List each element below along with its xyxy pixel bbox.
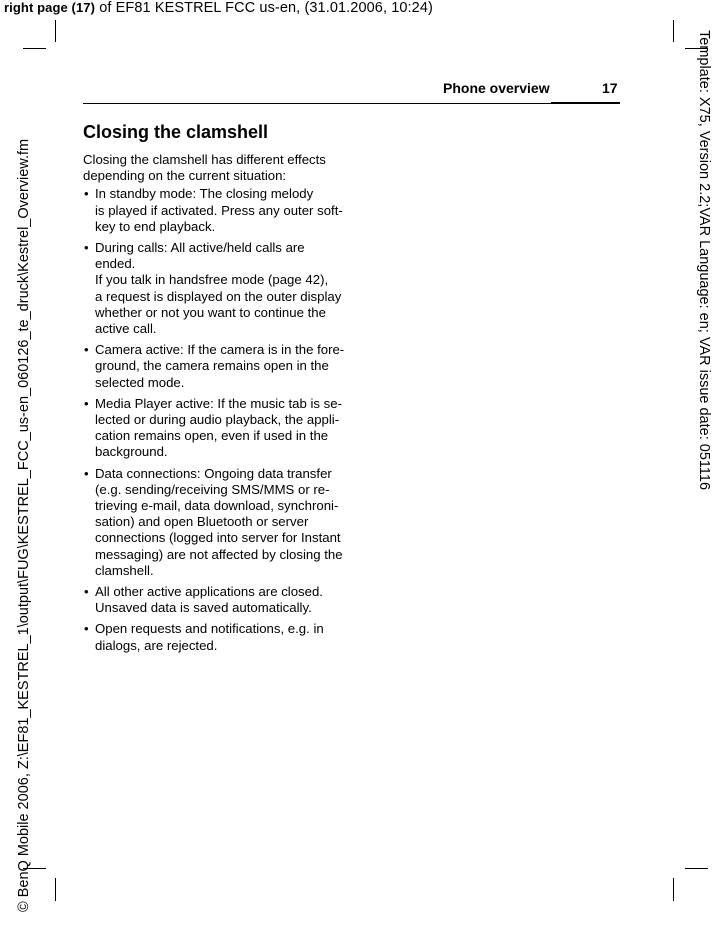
crop-mark-top-right-v	[673, 20, 674, 42]
list-item-line: messaging) are not affected by closing the	[95, 546, 343, 562]
list-item-line: sation) and open Bluetooth or server	[95, 514, 309, 530]
list-item-line: (e.g. sending/receiving SMS/MMS or re-	[95, 481, 330, 497]
list-item-line: is played if activated. Press any outer soft-	[95, 202, 343, 218]
list-item-line: selected mode.	[95, 374, 185, 390]
print-info-line	[4, 0, 433, 16]
bullet-marker: •	[84, 584, 89, 600]
crop-mark-top-left-h	[23, 48, 46, 49]
list-item-line: ended.	[95, 256, 136, 272]
list-item-line: If you talk in handsfree mode (page 42),	[95, 272, 329, 288]
list-item-line: a request is displayed on the outer display	[95, 288, 342, 304]
header-tab-bar	[551, 102, 620, 104]
list-item-line: clamshell.	[95, 562, 154, 578]
list-item-line: During calls: All active/held calls are	[95, 240, 305, 256]
list-item-line: active call.	[95, 321, 157, 337]
list-item-line: Data connections: Ongoing data transfer	[95, 465, 332, 481]
list-item-line: In standby mode: The closing melody	[95, 186, 314, 202]
list-item-line: Camera active: If the camera is in the fore-	[95, 342, 345, 358]
page-number: 17	[602, 80, 618, 96]
intro-line: depending on the current situation:	[83, 168, 287, 184]
list-item-line: cation remains open, even if used in the	[95, 428, 329, 444]
list-item-line: dialogs, are rejected.	[95, 637, 218, 653]
list-item-calls	[83, 240, 353, 337]
list-item-line: Open requests and notifications, e.g. in	[95, 621, 324, 637]
intro-line: Closing the clamshell has different effects	[83, 152, 326, 167]
bullet-marker: •	[84, 186, 89, 202]
list-item-line: trieving e-mail, data download, synchroni-	[95, 498, 339, 514]
list-item-line: Media Player active: If the music tab is se-	[95, 395, 342, 411]
section-title: Closing the clamshell	[83, 122, 269, 142]
bullet-marker: •	[84, 395, 89, 411]
crop-mark-bottom-left-v	[55, 878, 56, 901]
list-item-standby	[83, 186, 353, 235]
bullet-marker: •	[84, 342, 89, 358]
crop-mark-bottom-right-h	[685, 868, 708, 869]
crop-mark-bottom-right-v	[673, 878, 674, 901]
bullet-marker: •	[84, 621, 89, 637]
list-item-line: connections (logged into server for Instant	[95, 530, 341, 546]
intro-paragraph	[83, 152, 353, 184]
list-item-line: key to end playback.	[95, 218, 216, 234]
list-item-camera	[83, 342, 353, 391]
list-item-line: whether or not you want to continue the	[95, 304, 326, 320]
list-item-line: lected or during audio playback, the appli-	[95, 412, 340, 428]
print-info-label: right page (17)	[4, 0, 96, 15]
list-item-line: All other active applications are closed.	[95, 584, 323, 600]
list-item-line: Unsaved data is saved automatically.	[95, 600, 312, 616]
list-item-line: ground, the camera remains open in the	[95, 358, 329, 374]
template-info-text: Template: X75, Version 2.2;VAR Language: en; VAR issue date: 051116	[696, 30, 712, 491]
bullet-marker: •	[84, 465, 89, 481]
list-item-data-connections	[83, 466, 353, 579]
copyright-path-text: © BenQ Mobile 2006, Z:\EF81_KESTREL_1\output\FUG\KESTREL_FCC_us-en_060126_te_druck\Kestrel_Overview.fm	[16, 138, 32, 912]
header-rule	[83, 103, 620, 104]
crop-mark-top-left-v	[55, 20, 56, 42]
list-item-open-requests	[83, 621, 353, 653]
list-item-media-player	[83, 396, 353, 461]
list-item-line: background.	[95, 444, 168, 460]
section-body	[83, 152, 353, 659]
list-item-other-apps	[83, 584, 353, 616]
situation-list	[83, 186, 353, 653]
header-title: Phone overview	[443, 80, 550, 96]
print-info-text: of EF81 KESTREL FCC us-en, (31.01.2006, 10:24)	[95, 0, 433, 16]
bullet-marker: •	[84, 240, 89, 256]
